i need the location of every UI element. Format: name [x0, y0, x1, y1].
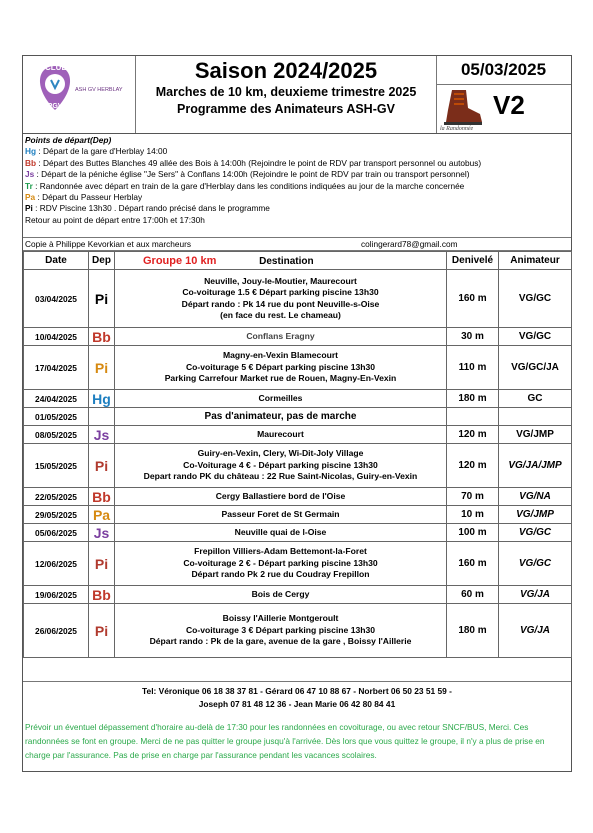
- destination-line: Boissy l'Aillerie Montgeroult: [222, 613, 339, 624]
- departure-point: [25, 146, 569, 157]
- phone-line-1: Tel: Véronique 06 18 38 37 81 - Gérard 06 47 10 88 67 - Norbert 06 50 23 51 59 -: [142, 686, 452, 696]
- row-denivele: [447, 408, 499, 426]
- col-denivele: Denivelé: [447, 252, 499, 270]
- club-word: CLUB: [45, 63, 68, 72]
- row-animateur: VG/JMP: [499, 506, 572, 524]
- copy-recipients: Copie à Philippe Kevorkian et aux marcheurs: [25, 239, 192, 249]
- destination-line: Neuville quai de l-Oise: [234, 526, 327, 537]
- destination-line: Départ rando : Pk 14 rue du pont Neuville-s-Oise: [181, 298, 380, 309]
- club-sub: EPGV: [43, 103, 63, 110]
- row-destination: [115, 346, 447, 390]
- row-destination: [115, 270, 447, 328]
- destination-line: Depart rando PK du château : 22 Rue Saint-Nicolas, Guiry-en-Vexin: [143, 471, 418, 482]
- row-date: 24/04/2025: [24, 390, 89, 408]
- departure-text: : RDV Piscine 13h30 . Départ rando précisé dans le programme: [32, 203, 270, 214]
- row-denivele: 180 m: [447, 604, 499, 658]
- row-destination: [115, 444, 447, 488]
- departure-point: [25, 181, 569, 192]
- row-denivele: 110 m: [447, 346, 499, 390]
- row-date: 15/05/2025: [24, 444, 89, 488]
- departure-point: [25, 169, 569, 180]
- table-row: [24, 542, 572, 586]
- row-denivele: 70 m: [447, 488, 499, 506]
- destination-line: Guiry-en-Vexin, Clery, Wi-Dit-Joly Village: [197, 448, 364, 459]
- table-row: [24, 488, 572, 506]
- row-dep: Bb: [89, 328, 115, 346]
- destination-line: Cormeilles: [258, 392, 303, 403]
- row-dep: Bb: [89, 586, 115, 604]
- subtitle-1: Marches de 10 km, deuxieme trimestre 2025: [155, 85, 417, 99]
- row-dep: Pa: [89, 506, 115, 524]
- destination-line: Départ rando Pk 2 rue du Coudray Frepillon: [191, 569, 370, 580]
- departure-code: Tr: [25, 180, 33, 191]
- row-dep: Hg: [89, 390, 115, 408]
- page-title: Saison 2024/2025: [194, 58, 378, 83]
- departure-text: : Départ de la gare d'Herblay 14:00: [36, 146, 168, 157]
- destination-line: Pas d'animateur, pas de marche: [204, 410, 357, 422]
- row-denivele: 30 m: [447, 328, 499, 346]
- row-dep: Pi: [89, 604, 115, 658]
- row-dep: Pi: [89, 346, 115, 390]
- col-dep: Dep: [89, 252, 115, 270]
- row-date: 26/06/2025: [24, 604, 89, 658]
- destination-line: Co-voiturage 5 € Départ parking piscine 13h30: [185, 361, 376, 372]
- phone-footer: [23, 681, 571, 709]
- departure-points-heading: Points de départ(Dep): [25, 135, 112, 145]
- phone-line-2: Joseph 07 81 48 12 36 - Jean Marie 06 42 80 84 41: [198, 699, 396, 709]
- row-denivele: 120 m: [447, 426, 499, 444]
- destination-line: Passeur Foret de St Germain: [221, 508, 340, 519]
- table-row: [24, 524, 572, 542]
- insurance-note: Prévoir un éventuel dépassement d'horaire au-delà de 17:30 pour les randonnées en covoiturage, ou avec retour SNCF/BUS, Merci. Ces randonnées se font en groupe. Merci de ne pas quitter le groupe jusqu'à l'arrivée. Dès lors que vous quittez le groupe, il n'y a plus de prise en charge par l'assurance. Pas de prise en charge par l'assurance pendant les vacances scolaires.: [25, 722, 545, 760]
- table-row: [24, 390, 572, 408]
- row-animateur: VG/GC: [499, 328, 572, 346]
- row-denivele: 160 m: [447, 542, 499, 586]
- table-row: [24, 346, 572, 390]
- row-destination: [115, 408, 447, 426]
- boot-caption: la Randonnée: [440, 126, 474, 131]
- row-denivele: 100 m: [447, 524, 499, 542]
- destination-line: Départ rando : Pk de la gare, avenue de la gare , Boissy l'Aillerie: [149, 636, 412, 647]
- row-denivele: 10 m: [447, 506, 499, 524]
- version-label: V2: [493, 90, 525, 120]
- destination-line: Conflans Eragny: [246, 330, 315, 341]
- row-destination: [115, 390, 447, 408]
- row-denivele: 180 m: [447, 390, 499, 408]
- departure-text: : Départ de la péniche église "Je Sers" à Conflans 14:00h (Rejoindre le point de RDV par train ou transport personnel): [34, 169, 470, 180]
- row-destination: [115, 586, 447, 604]
- row-destination: [115, 328, 447, 346]
- table-row: [24, 408, 572, 426]
- departure-points: [25, 135, 569, 226]
- departure-point: [25, 192, 569, 203]
- row-date: 29/05/2025: [24, 506, 89, 524]
- destination-line: Parking Carrefour Market rue de Rouen, Magny-En-Vexin: [164, 373, 397, 384]
- row-date: 12/06/2025: [24, 542, 89, 586]
- row-destination: [115, 604, 447, 658]
- destination-line: Bois de Cergy: [251, 588, 310, 599]
- title-box: [135, 56, 437, 133]
- departure-text: : Randonnée avec départ en train de la gare d'Herblay dans les conditions indiquées au jour de la marche concernée: [32, 180, 465, 191]
- row-animateur: VG/JA/JMP: [499, 444, 572, 488]
- departure-code: Bb: [25, 157, 37, 168]
- schedule-table: [23, 251, 572, 658]
- table-row: [24, 328, 572, 346]
- hiking-boot-icon: [438, 86, 488, 131]
- row-denivele: 60 m: [447, 586, 499, 604]
- destination-label: Destination: [259, 255, 314, 267]
- departure-code: Hg: [25, 146, 37, 157]
- destination-line: Frepillon Villiers-Adam Bettemont-la-Foret: [194, 546, 367, 557]
- destination-line: Co-voiturage 1.5 € Départ parking piscine 13h30: [182, 287, 379, 297]
- row-animateur: VG/JA: [499, 604, 572, 658]
- contact-email: colingerard78@gmail.com: [361, 239, 458, 249]
- row-date: 17/04/2025: [24, 346, 89, 390]
- departure-text: : Départ du Passeur Herblay: [35, 192, 143, 203]
- row-dep: Js: [89, 524, 115, 542]
- departure-code: Pa: [25, 192, 36, 203]
- destination-line: Co-voiturage 2 € - Départ parking piscine 13h30: [183, 557, 378, 568]
- club-name: ASH GV HERBLAY: [75, 87, 123, 93]
- row-animateur: GC: [499, 390, 572, 408]
- row-animateur: [499, 408, 572, 426]
- col-date: Date: [24, 252, 89, 270]
- row-date: 03/04/2025: [24, 270, 89, 328]
- program-sheet: [22, 55, 572, 772]
- table-row: [24, 506, 572, 524]
- col-animateur: Animateur: [499, 252, 572, 270]
- row-date: 05/06/2025: [24, 524, 89, 542]
- destination-line: Co-voiturage 3 € Départ parking piscine 13h30: [185, 624, 376, 635]
- row-animateur: VG/JMP: [499, 426, 572, 444]
- departure-code: Js: [25, 169, 35, 180]
- copy-line: [23, 237, 571, 251]
- row-animateur: VG/GC: [499, 542, 572, 586]
- subtitle-2: Programme des Animateurs ASH-GV: [177, 102, 395, 116]
- destination-line: Neuville, Jouy-le-Moutier, Maurecourt: [204, 275, 357, 286]
- return-time: Retour au point de départ entre 17:00h et 17:30h: [25, 214, 205, 225]
- row-dep: Js: [89, 426, 115, 444]
- row-dep: Pi: [89, 542, 115, 586]
- destination-line: Magny-en-Vexin Blamecourt: [222, 350, 339, 361]
- group-label: Groupe 10 km: [143, 254, 217, 267]
- table-row: [24, 270, 572, 328]
- destination-line: Cergy Ballastiere bord de l'Oise: [215, 490, 346, 501]
- row-dep: Bb: [89, 488, 115, 506]
- row-dep: Pi: [89, 270, 115, 328]
- row-date: 01/05/2025: [24, 408, 89, 426]
- row-denivele: 120 m: [447, 444, 499, 488]
- row-destination: [115, 524, 447, 542]
- departure-point: [25, 203, 569, 214]
- table-header-row: [24, 252, 572, 270]
- row-date: 22/05/2025: [24, 488, 89, 506]
- row-animateur: VG/GC: [499, 524, 572, 542]
- destination-line: Co-Voiturage 4 € - Départ parking piscine 13h30: [183, 459, 378, 470]
- row-animateur: VG/NA: [499, 488, 572, 506]
- header: [23, 56, 571, 134]
- departure-point: [25, 158, 569, 169]
- destination-line: (en face du rest. Le chameau): [220, 310, 341, 320]
- row-date: 08/05/2025: [24, 426, 89, 444]
- row-denivele: 160 m: [447, 270, 499, 328]
- row-dep: [89, 408, 115, 426]
- table-row: [24, 444, 572, 488]
- table-row: [24, 586, 572, 604]
- row-destination: [115, 506, 447, 524]
- row-dep: Pi: [89, 444, 115, 488]
- row-destination: [115, 488, 447, 506]
- document-date: 05/03/2025: [436, 56, 571, 85]
- row-destination: [115, 426, 447, 444]
- row-date: 19/06/2025: [24, 586, 89, 604]
- row-date: 10/04/2025: [24, 328, 89, 346]
- col-destination: [115, 252, 447, 270]
- row-animateur: VG/GC/JA: [499, 346, 572, 390]
- departure-code: Pi: [25, 203, 33, 214]
- table-row: [24, 426, 572, 444]
- row-animateur: VG/JA: [499, 586, 572, 604]
- row-animateur: VG/GC: [499, 270, 572, 328]
- departure-text: : Départ des Buttes Blanches 49 allée des Bois à 14:00h (Rejoindre le point de RDV par transport personnel ou autobus): [36, 157, 482, 168]
- table-row: [24, 604, 572, 658]
- row-destination: [115, 542, 447, 586]
- destination-line: Maurecourt: [257, 428, 304, 439]
- club-logo: [25, 58, 133, 130]
